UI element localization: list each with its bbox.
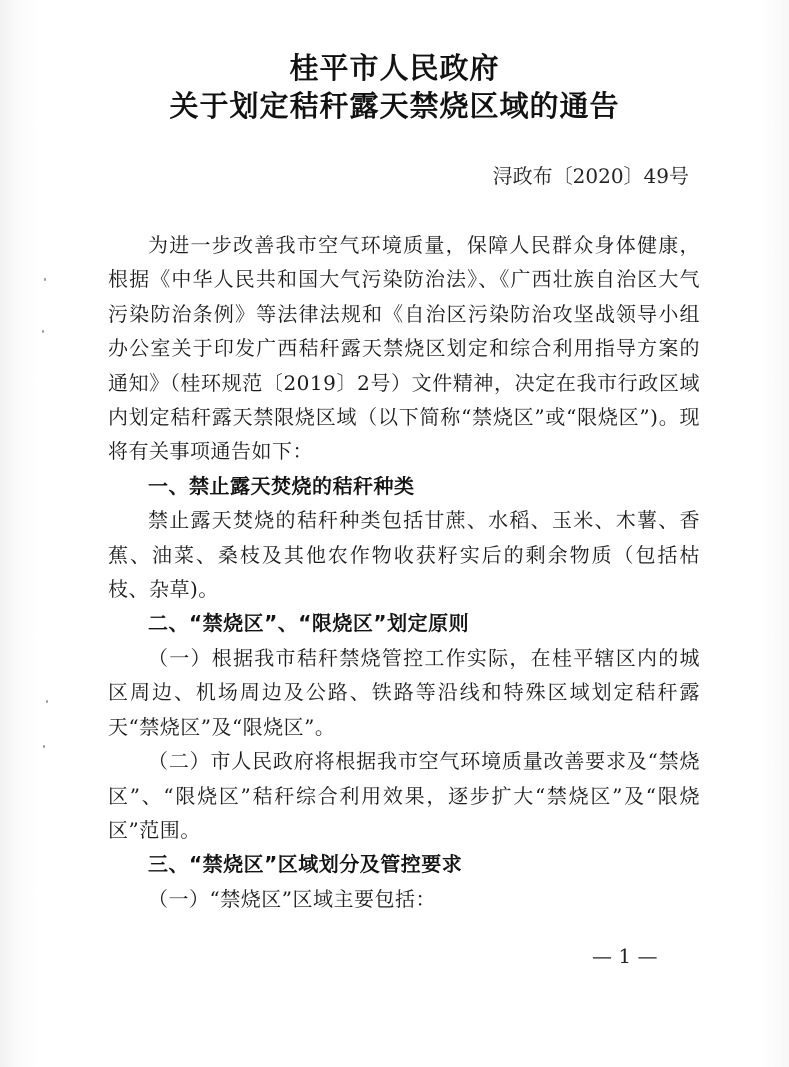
document-number: 浔政布〔2020〕49号 bbox=[492, 164, 689, 188]
scan-speck bbox=[46, 700, 48, 703]
document-title-issuer: 桂平市人民政府 bbox=[289, 51, 500, 85]
document-title-subject: 关于划定秸秆露天禁烧区域的通告 bbox=[169, 89, 620, 123]
scan-speck bbox=[44, 278, 46, 281]
section-2-item-2: （二）市人民政府将根据我市空气环境质量改善要求及“禁烧区”、“限烧区”秸秆综合利用效果，逐步扩大“禁烧区”及“限烧区”范围。 bbox=[108, 749, 700, 842]
section-heading-1: 一、禁止露天焚烧的秸秆种类 bbox=[148, 473, 415, 498]
section-3-item-1: （一）“禁烧区”区域主要包括： bbox=[148, 886, 436, 911]
section-heading-2: 二、“禁烧区”、“限烧区”划定原则 bbox=[148, 611, 470, 636]
section-1-paragraph: 禁止露天焚烧的秸秆种类包括甘蔗、水稻、玉米、木薯、香蕉、油菜、桑枝及其他农作物收获籽实后的剩余物质（包括枯枝、杂草)。 bbox=[108, 508, 700, 602]
scan-speck bbox=[43, 745, 45, 748]
section-2-item-1: （一）根据我市秸秆禁烧管控工作实际，在桂平辖区内的城区周边、机场周边及公路、铁路等沿线和特殊区域划定秸秆露天“禁烧区”及“限烧区”。 bbox=[108, 645, 700, 739]
page-number: — 1 — bbox=[592, 944, 658, 968]
document-body bbox=[108, 228, 700, 916]
scan-speck bbox=[42, 330, 44, 333]
section-heading-3: 三、“禁烧区”区域划分及管控要求 bbox=[148, 852, 463, 877]
intro-paragraph: 为进一步改善我市空气环境质量，保障人民群众身体健康，根据《中华人民共和国大气污染防治法》、《广西壮族自治区大气污染防治条例》等法律法规和《自治区污染防治攻坚战领导小组办公室关于印发广西秸秆露天禁烧区划定和综合利用指导方案的通知》（桂环规范〔2019〕2号）文件精神，决定在我市行政区域内划定秸秆露天禁限烧区域（以下简称“禁烧区”或“限烧区”)。现将有关事项通告如下： bbox=[108, 233, 700, 464]
